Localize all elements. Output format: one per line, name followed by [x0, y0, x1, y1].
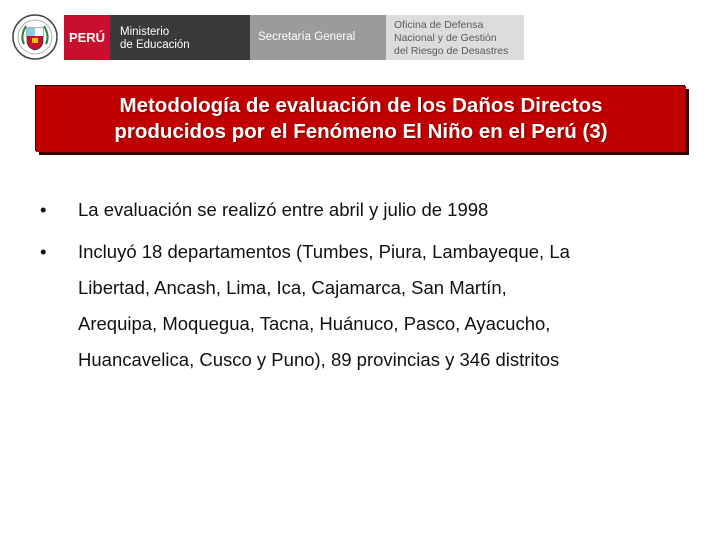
- ministry-badge: [110, 15, 250, 60]
- country-badge: [64, 15, 110, 60]
- office-badge: [386, 15, 524, 60]
- bullet-item: [40, 234, 700, 378]
- bullet-text-line: Huancavelica, Cusco y Puno), 89 provincias y 346 distritos: [78, 349, 560, 370]
- title-line-2: producidos por el Fenómeno El Niño en el Perú (3): [114, 120, 608, 143]
- bullet-item: [40, 192, 700, 228]
- bullet-text-line: Libertad, Ancash, Lima, Ica, Cajamarca, San Martín,: [78, 277, 507, 298]
- secretariat-badge: [250, 15, 386, 60]
- title-line-1: Metodología de evaluación de los Daños Directos: [119, 94, 603, 117]
- country-label: PERÚ: [68, 30, 106, 45]
- bullet-list: [40, 192, 700, 384]
- bullet-symbol: •: [40, 241, 47, 262]
- office-line-2: Nacional y de Gestión: [394, 32, 497, 44]
- national-seal-icon: [12, 14, 58, 60]
- institutional-header: [10, 12, 520, 64]
- office-line-3: del Riesgo de Desastres: [394, 45, 509, 57]
- bullet-text-line: Arequipa, Moquegua, Tacna, Huánuco, Pasco, Ayacucho,: [78, 313, 551, 334]
- ministry-line-2: de Educación: [120, 39, 190, 51]
- bullet-text: La evaluación se realizó entre abril y julio de 1998: [78, 199, 489, 220]
- slide-title: [36, 86, 686, 152]
- secretariat-label: Secretaría General: [258, 31, 356, 43]
- bullet-text-line: Incluyó 18 departamentos (Tumbes, Piura, Lambayeque, La: [78, 241, 570, 262]
- bullet-symbol: •: [40, 199, 47, 220]
- ministry-line-1: Ministerio: [120, 26, 170, 38]
- office-line-1: Oficina de Defensa: [394, 19, 484, 31]
